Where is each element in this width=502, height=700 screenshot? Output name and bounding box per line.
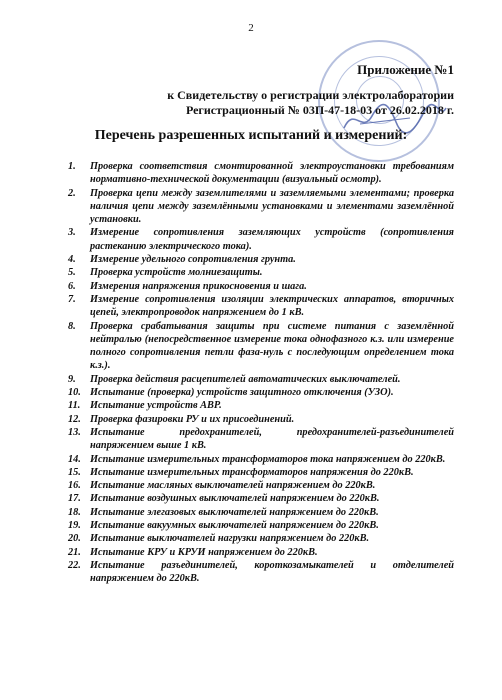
item-text: Проверка соответствия смонтированной электроустановки требованиям нормативно-технической документации (визуальный осмотр).: [90, 161, 454, 186]
item-text: Испытание выключателей нагрузки напряжением до 220кВ.: [90, 533, 370, 545]
item-number: 12.: [68, 413, 81, 425]
item-number: 5.: [68, 267, 76, 279]
item-number: 16.: [68, 480, 81, 492]
certificate-reference: к Свидетельству о регистрации электролаборатории: [167, 88, 454, 102]
list-item: [68, 506, 454, 519]
item-number: 6.: [68, 280, 76, 292]
list-item: [68, 479, 454, 492]
item-text: Испытание элегазовых выключателей напряжением до 220кВ.: [90, 506, 379, 518]
item-text: Испытание измерительных трансформаторов напряжения до 220кВ.: [90, 466, 414, 478]
item-number: 11.: [68, 400, 81, 412]
item-text: Испытание предохранителей, предохранителей-разъединителей напряжением выше 1 кВ.: [90, 426, 454, 452]
list-item: [68, 492, 454, 505]
list-item: [68, 426, 454, 453]
list-item: [68, 226, 454, 253]
list-item: [68, 280, 454, 293]
registration-number: Регистрационный № 03П-47-18-03 от 26.02.2018 г.: [185, 103, 454, 117]
item-number: 4.: [68, 254, 76, 266]
list-item: [68, 266, 454, 279]
item-text: Испытание устройств АВР.: [90, 400, 222, 412]
list-item: [68, 373, 454, 386]
item-number: 17.: [68, 493, 81, 505]
item-text: Проверка фазировки РУ и их присоединений.: [90, 413, 295, 425]
item-number: 2.: [68, 187, 76, 199]
item-number: 10.: [68, 387, 81, 399]
list-item: [68, 253, 454, 266]
item-number: 3.: [68, 227, 76, 239]
item-number: 9.: [68, 373, 76, 385]
list-item: [68, 187, 454, 227]
list-item: [68, 559, 454, 586]
item-number: 14.: [68, 453, 81, 465]
item-text: Испытание (проверка) устройств защитного отключения (УЗО).: [90, 387, 394, 399]
item-number: 20.: [68, 533, 81, 545]
list-item: [68, 453, 454, 466]
list-item: [68, 320, 454, 373]
item-text: Проверка цепи между заземлителями и заземляемыми элементами; проверка наличия цепи между заземлёнными установками и элементами заземлённой установки.: [90, 187, 454, 226]
item-text: Измерение сопротивления заземляющих устройств (сопротивления растеканию электрического тока).: [90, 227, 454, 252]
item-number: 15.: [68, 466, 81, 478]
item-text: Испытание КРУ и КРУИ напряжением до 220кВ.: [90, 546, 318, 558]
item-text: Испытание вакуумных выключателей напряжением до 220кВ.: [90, 520, 379, 532]
list-item: [68, 532, 454, 545]
item-text: Испытание масляных выключателей напряжением до 220кВ.: [90, 480, 376, 492]
list-item: [68, 546, 454, 559]
list-item: [68, 399, 454, 412]
item-text: Испытание разъединителей, короткозамыкателей и отделителей напряжением до 220кВ.: [90, 559, 454, 585]
item-number: 21.: [68, 546, 81, 558]
item-text: Измерение удельного сопротивления грунта.: [90, 254, 296, 266]
list-item: [68, 519, 454, 532]
item-number: 13.: [68, 426, 81, 438]
appendix-label: Приложение №1: [357, 62, 454, 77]
list-title: Перечень разрешенных испытаний и измерений:: [94, 128, 408, 143]
item-text: Проверка действия расцепителей автоматических выключателей.: [90, 373, 401, 385]
item-number: 19.: [68, 520, 81, 532]
item-number: 7.: [68, 293, 76, 305]
item-text: Измерения напряжения прикосновения и шага.: [90, 280, 307, 292]
item-text: Испытание измерительных трансформаторов тока напряжением до 220кВ.: [90, 453, 446, 465]
list-item: [68, 160, 454, 187]
item-text: Испытание воздушных выключателей напряжением до 220кВ.: [90, 493, 380, 505]
item-number: 1.: [68, 161, 76, 172]
list-item: [68, 466, 454, 479]
tests-list: [68, 160, 454, 586]
item-number: 22.: [68, 559, 81, 571]
list-item: [68, 293, 454, 320]
list-item: [68, 386, 454, 399]
page-number: 2: [248, 22, 254, 34]
item-number: 8.: [68, 320, 76, 332]
item-text: Проверка срабатывания защиты при системе питания с заземлённой нейтралью (непосредственное измерение тока однофазного к.з. или измерение полного сопротивления петли фаза-нуль с последующим определением тока к.з.).: [90, 320, 454, 372]
item-text: Измерение сопротивления изоляции электрических аппаратов, вторичных цепей, электропроводок напряжением до 1 кВ.: [90, 293, 454, 319]
list-item: [68, 413, 454, 426]
item-number: 18.: [68, 506, 81, 518]
item-text: Проверка устройств молниезащиты.: [90, 267, 263, 279]
